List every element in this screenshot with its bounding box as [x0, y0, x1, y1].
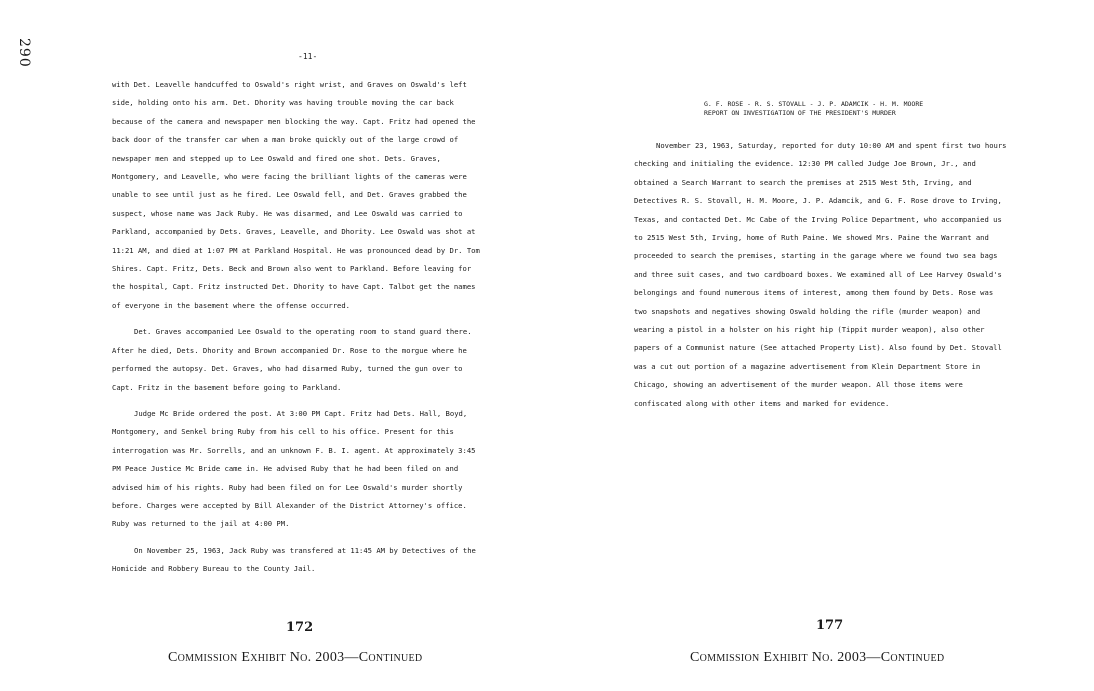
- paragraph: On November 25, 1963, Jack Ruby was transfered at 11:45 AM by Detectives of the Homicide and Robbery Bureau to the County Jail.: [112, 545, 476, 574]
- right-folio: 177: [816, 618, 844, 633]
- caption-text: Commission Exhibit No. 2003—Continued: [690, 650, 945, 665]
- left-folio: 172: [286, 620, 314, 635]
- caption-text: Commission Exhibit No. 2003—Continued: [168, 650, 423, 665]
- left-caption: [168, 650, 422, 666]
- paragraph: Det. Graves accompanied Lee Oswald to the operating room to stand guard there. After he died, Dets. Dhority and Brown accompanied Dr. Rose to the morgue where he performed the autopsy. Det. Graves, who had disarmed Ruby, turned the gun over to Capt. Fritz in the basement before going to Parkland.: [112, 327, 472, 392]
- paragraph: with Det. Leavelle handcuffed to Oswald's right wrist, and Graves on Oswald's left side, holding onto his arm. Det. Dhority was having trouble moving the car back because of the camera and newspaper men blocking the way. Capt. Fritz had opened the back door of the transfer car when a man broke quickly out of the large crowd of newspaper men and stepped up to Lee Oswald and fired one shot. Dets. Graves, Montgomery, and Leavelle, who were facing the brilliant lights of the cameras were unable to see until just as he fired. Lee Oswald fell, and Det. Graves grabbed the suspect, whose name was Jack Ruby. He was disarmed, and Lee Oswald was carried to Parkland, accompanied by Dets. Graves, Leavelle, and Dhority. Lee Oswald was shot at 11:21 AM, and died at 1:07 PM at Parkland Hospital. He was pronounced dead by Dr. Tom Shires. Capt. Fritz, Dets. Beck and Brown also went to Parkland. Before leaving for the hospital, Capt. Fritz instructed Det. Dhority to have Capt. Talbot get the names of everyone in the basement where the offense occurred.: [112, 80, 480, 310]
- left-page-body: [112, 76, 480, 579]
- right-caption: [690, 650, 944, 666]
- side-page-number: 290: [16, 38, 32, 68]
- heading-line: G. F. ROSE - R. S. STOVALL - J. P. ADAMCIK - H. M. MOORE: [704, 100, 924, 108]
- page-header: -11-: [298, 52, 318, 61]
- paragraph: November 23, 1963, Saturday, reported for duty 10:00 AM and spent first two hours checking and initialing the evidence. 12:30 PM called Judge Joe Brown, Jr., and obtained a Search Warrant to search the premises at 2515 West 5th, Irving, and Detectives R. S. Stovall, H. M. Moore, J. P. Adamcik, and G. F. Rose drove to Irving, Texas, and contacted Det. Mc Cabe of the Irving Police Department, who accompanied us to 2515 West 5th, Irving, home of Ruth Paine. We showed Mrs. Paine the Warrant and proceeded to search the premises, starting in the garage where we found two sea bags and three suit cases, and two cardboard boxes. We examined all of Lee Harvey Oswald's belongings and found numerous items of interest, among them found by Dets. Rose was two snapshots and negatives showing Oswald holding the rifle (murder weapon) and wearing a pistol in a holster on his right hip (Tippit murder weapon), also other papers of a Communist nature (See attached Property List). Also found by Det. Stovall was a cut out portion of a magazine advertisement from Klein Department Store in Chicago, showing an advertisement of the murder weapon. All those items were confiscated along with other items and marked for evidence.: [634, 141, 1007, 408]
- report-heading: [704, 100, 1004, 118]
- paragraph: Judge Mc Bride ordered the post. At 3:00 PM Capt. Fritz had Dets. Hall, Boyd, Montgomery, and Senkel bring Ruby from his cell to his office. Present for this interrogation was Mr. Sorrells, and an unknown F. B. I. agent. At approximately 3:45 PM Peace Justice Mc Bride came in. He advised Ruby that he had been filed on and advised him of his rights. Ruby had been filed on for Lee Oswald's murder shortly before. Charges were accepted by Bill Alexander of the District Attorney's office. Ruby was returned to the jail at 4:00 PM.: [112, 408, 476, 529]
- right-page-body: [634, 137, 1010, 413]
- heading-line: REPORT ON INVESTIGATION OF THE PRESIDENT'S MURDER: [704, 109, 896, 117]
